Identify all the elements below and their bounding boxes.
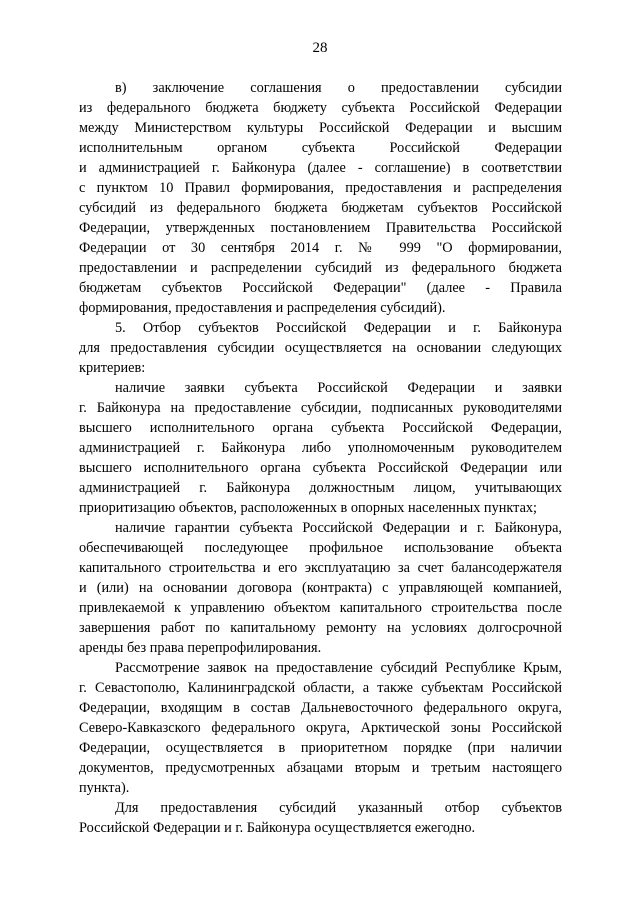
text-line: Для предоставления субсидий указанный отбор субъектов bbox=[115, 800, 562, 816]
text-line: высшего исполнительного органа субъекта Российской Федерации, bbox=[79, 420, 562, 436]
text-line: Рассмотрение заявок на предоставление субсидий Республике Крым, bbox=[115, 660, 562, 676]
text-line: формирования, предоставления и распределения субсидий). bbox=[79, 300, 446, 316]
text-line: предоставлении и распределении субсидий из федерального бюджета bbox=[79, 260, 562, 276]
text-line: критериев: bbox=[79, 360, 146, 376]
text-line: и администрацией г. Байконура (далее - соглашение) в соответствии bbox=[79, 160, 562, 176]
text-line: и (или) на основании договора (контракта) с управляющей компанией, bbox=[79, 580, 562, 596]
text-line: привлекаемой к управлению объектом капитального строительства после bbox=[79, 600, 562, 616]
text-line: Федерации, утвержденных постановлением Правительства Российской bbox=[79, 220, 562, 236]
text-line: администрацией г. Байконура либо уполномоченным руководителем bbox=[79, 440, 562, 456]
text-line: бюджетам субъектов Российской Федерации" (далее - Правила bbox=[79, 280, 562, 296]
paragraph bbox=[79, 658, 562, 798]
text-line: субсидий из федерального бюджета бюджетам субъектов Российской bbox=[79, 200, 562, 216]
paragraph bbox=[79, 518, 562, 658]
text-line: приоритизацию объектов, расположенных в опорных населенных пунктах; bbox=[79, 500, 538, 516]
document-body bbox=[79, 78, 562, 838]
text-line: г. Севастополю, Калининградской области, а также субъектам Российской bbox=[79, 680, 562, 696]
text-line: капитального строительства и его эксплуатацию за счет балансодержателя bbox=[79, 560, 562, 576]
paragraph bbox=[79, 78, 562, 318]
text-line: Федерации от 30 сентября 2014 г. № 999 "О формировании, bbox=[79, 240, 562, 256]
text-line: завершения работ по капитальному ремонту на условиях долгосрочной bbox=[79, 620, 562, 636]
text-line: из федерального бюджета бюджету субъекта Российской Федерации bbox=[79, 100, 562, 116]
text-line: высшего исполнительного органа субъекта Российской Федерации или bbox=[79, 460, 562, 476]
text-line: наличие гарантии субъекта Российской Федерации и г. Байконура, bbox=[115, 520, 562, 536]
text-line: Федерации, входящим в состав Дальневосточного федерального округа, bbox=[79, 700, 562, 716]
text-line: для предоставления субсидии осуществляется на основании следующих bbox=[79, 340, 562, 356]
paragraph bbox=[79, 318, 562, 378]
text-line: Северо-Кавказского федерального округа, Арктической зоны Российской bbox=[79, 720, 562, 736]
paragraph bbox=[79, 798, 562, 838]
text-line: администрацией г. Байконура должностным лицом, учитывающих bbox=[79, 480, 562, 496]
text-line: Федерации, осуществляется в приоритетном порядке (при наличии bbox=[79, 740, 562, 756]
text-line: исполнительным органом субъекта Российской Федерации bbox=[79, 140, 562, 156]
text-line: с пунктом 10 Правил формирования, предоставления и распределения bbox=[79, 180, 562, 196]
page-number: 28 bbox=[312, 40, 328, 56]
text-line: аренды без права перепрофилирования. bbox=[79, 640, 322, 656]
text-line: 5. Отбор субъектов Российской Федерации и г. Байконура bbox=[115, 320, 562, 336]
text-line: наличие заявки субъекта Российской Федерации и заявки bbox=[115, 380, 562, 396]
text-line: пункта). bbox=[79, 780, 130, 796]
text-line: документов, предусмотренных абзацами вторым и третьим настоящего bbox=[79, 760, 562, 776]
text-line: в) заключение соглашения о предоставлении субсидии bbox=[115, 80, 562, 96]
text-line: между Министерством культуры Российской Федерации и высшим bbox=[79, 120, 562, 136]
text-line: обеспечивающей последующее профильное использование объекта bbox=[79, 540, 562, 556]
paragraph bbox=[79, 378, 562, 518]
text-line: г. Байконура на предоставление субсидии, подписанных руководителями bbox=[79, 400, 562, 416]
text-line: Российской Федерации и г. Байконура осуществляется ежегодно. bbox=[79, 820, 476, 836]
